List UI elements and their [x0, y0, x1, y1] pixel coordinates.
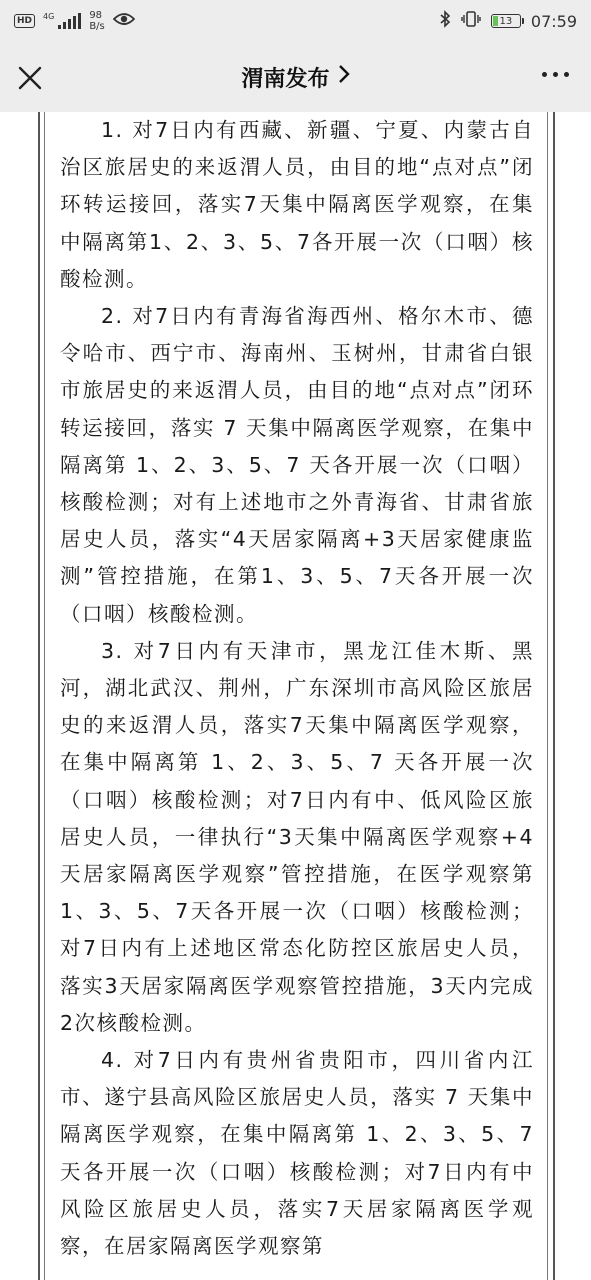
paragraph-2: 2. 对7日内有青海省海西州、格尔木市、德令哈市、西宁市、海南州、玉树州，甘肃省白银市旅居史的来返渭人员，由目的地“点对点”闭环转运接回，落实 7 天集中隔离医学观察，在集中隔离第 1、2、3、5、7 天各开展一次（口咽）核酸检测；对有上述地市之外青海省、甘肃省旅居史人员，落实“4天居家隔离+3天居家健康监测”管控措施，在第1、3、5、7天各开展一次（口咽）核酸检测。 — [60, 304, 534, 626]
paragraph-1: 1. 对7日内有西藏、新疆、宁夏、内蒙古自治区旅居史的来返渭人员，由目的地“点对点”闭环转运接回，落实7天集中隔离医学观察，在集中隔离第1、2、3、5、7各开展一次（口咽）核酸检测。 — [60, 118, 534, 291]
network-type: 4G — [43, 12, 55, 21]
eye-icon — [113, 12, 135, 30]
signal-icon — [43, 13, 81, 29]
frame-border-right — [553, 112, 555, 1280]
paragraph-4: 4. 对7日内有贵州省贵阳市，四川省内江市、遂宁县高风险区旅居史人员，落实 7 天集中隔离医学观察，在集中隔离第 1、2、3、5、7 天各开展一次（口咽）核酸检测；对7日内有中风险区旅居史人员，落实7天居家隔离医学观察，在居家隔离医学观察第 — [60, 1048, 534, 1259]
network-speed — [89, 10, 104, 32]
frame-border-right-inner — [547, 112, 548, 1280]
bluetooth-icon — [439, 10, 451, 32]
status-bar — [0, 0, 591, 42]
status-left — [0, 10, 135, 32]
article-area — [0, 112, 591, 1280]
frame-border-left — [38, 112, 40, 1280]
status-right — [439, 10, 591, 32]
hd-badge: HD — [14, 14, 35, 28]
nav-bar — [0, 42, 591, 112]
battery-level: 13 — [499, 16, 513, 27]
speed-unit: B/s — [89, 21, 105, 32]
clock: 07:59 — [530, 11, 577, 31]
battery-icon — [491, 14, 521, 28]
frame-border-left-inner — [44, 112, 45, 1280]
speed-value: 98 — [89, 10, 103, 21]
more-options-icon[interactable] — [542, 72, 569, 77]
account-title-link[interactable] — [241, 62, 349, 93]
close-icon[interactable] — [16, 64, 44, 92]
paragraph-3: 3. 对7日内有天津市，黑龙江佳木斯、黑河，湖北武汉、荆州，广东深圳市高风险区旅居史的来返渭人员，落实7天集中隔离医学观察，在集中隔离第 1、2、3、5、7 天各开展一次（口咽）核酸检测；对7日内有中、低风险区旅居史人员，一律执行“3天集中隔离医学观察+4天居家隔离医学观察”管控措施，在医学观察第1、3、5、7天各开展一次（口咽）核酸检测；对7日内有上述地区常态化防控区旅居史人员，落实3天居家隔离医学观察管控措施，3天内完成2次核酸检测。 — [60, 638, 534, 1035]
vibrate-icon — [461, 11, 481, 31]
article-body — [60, 112, 534, 1265]
page-title: 渭南发布 — [241, 66, 330, 92]
chevron-right-icon — [338, 64, 350, 90]
